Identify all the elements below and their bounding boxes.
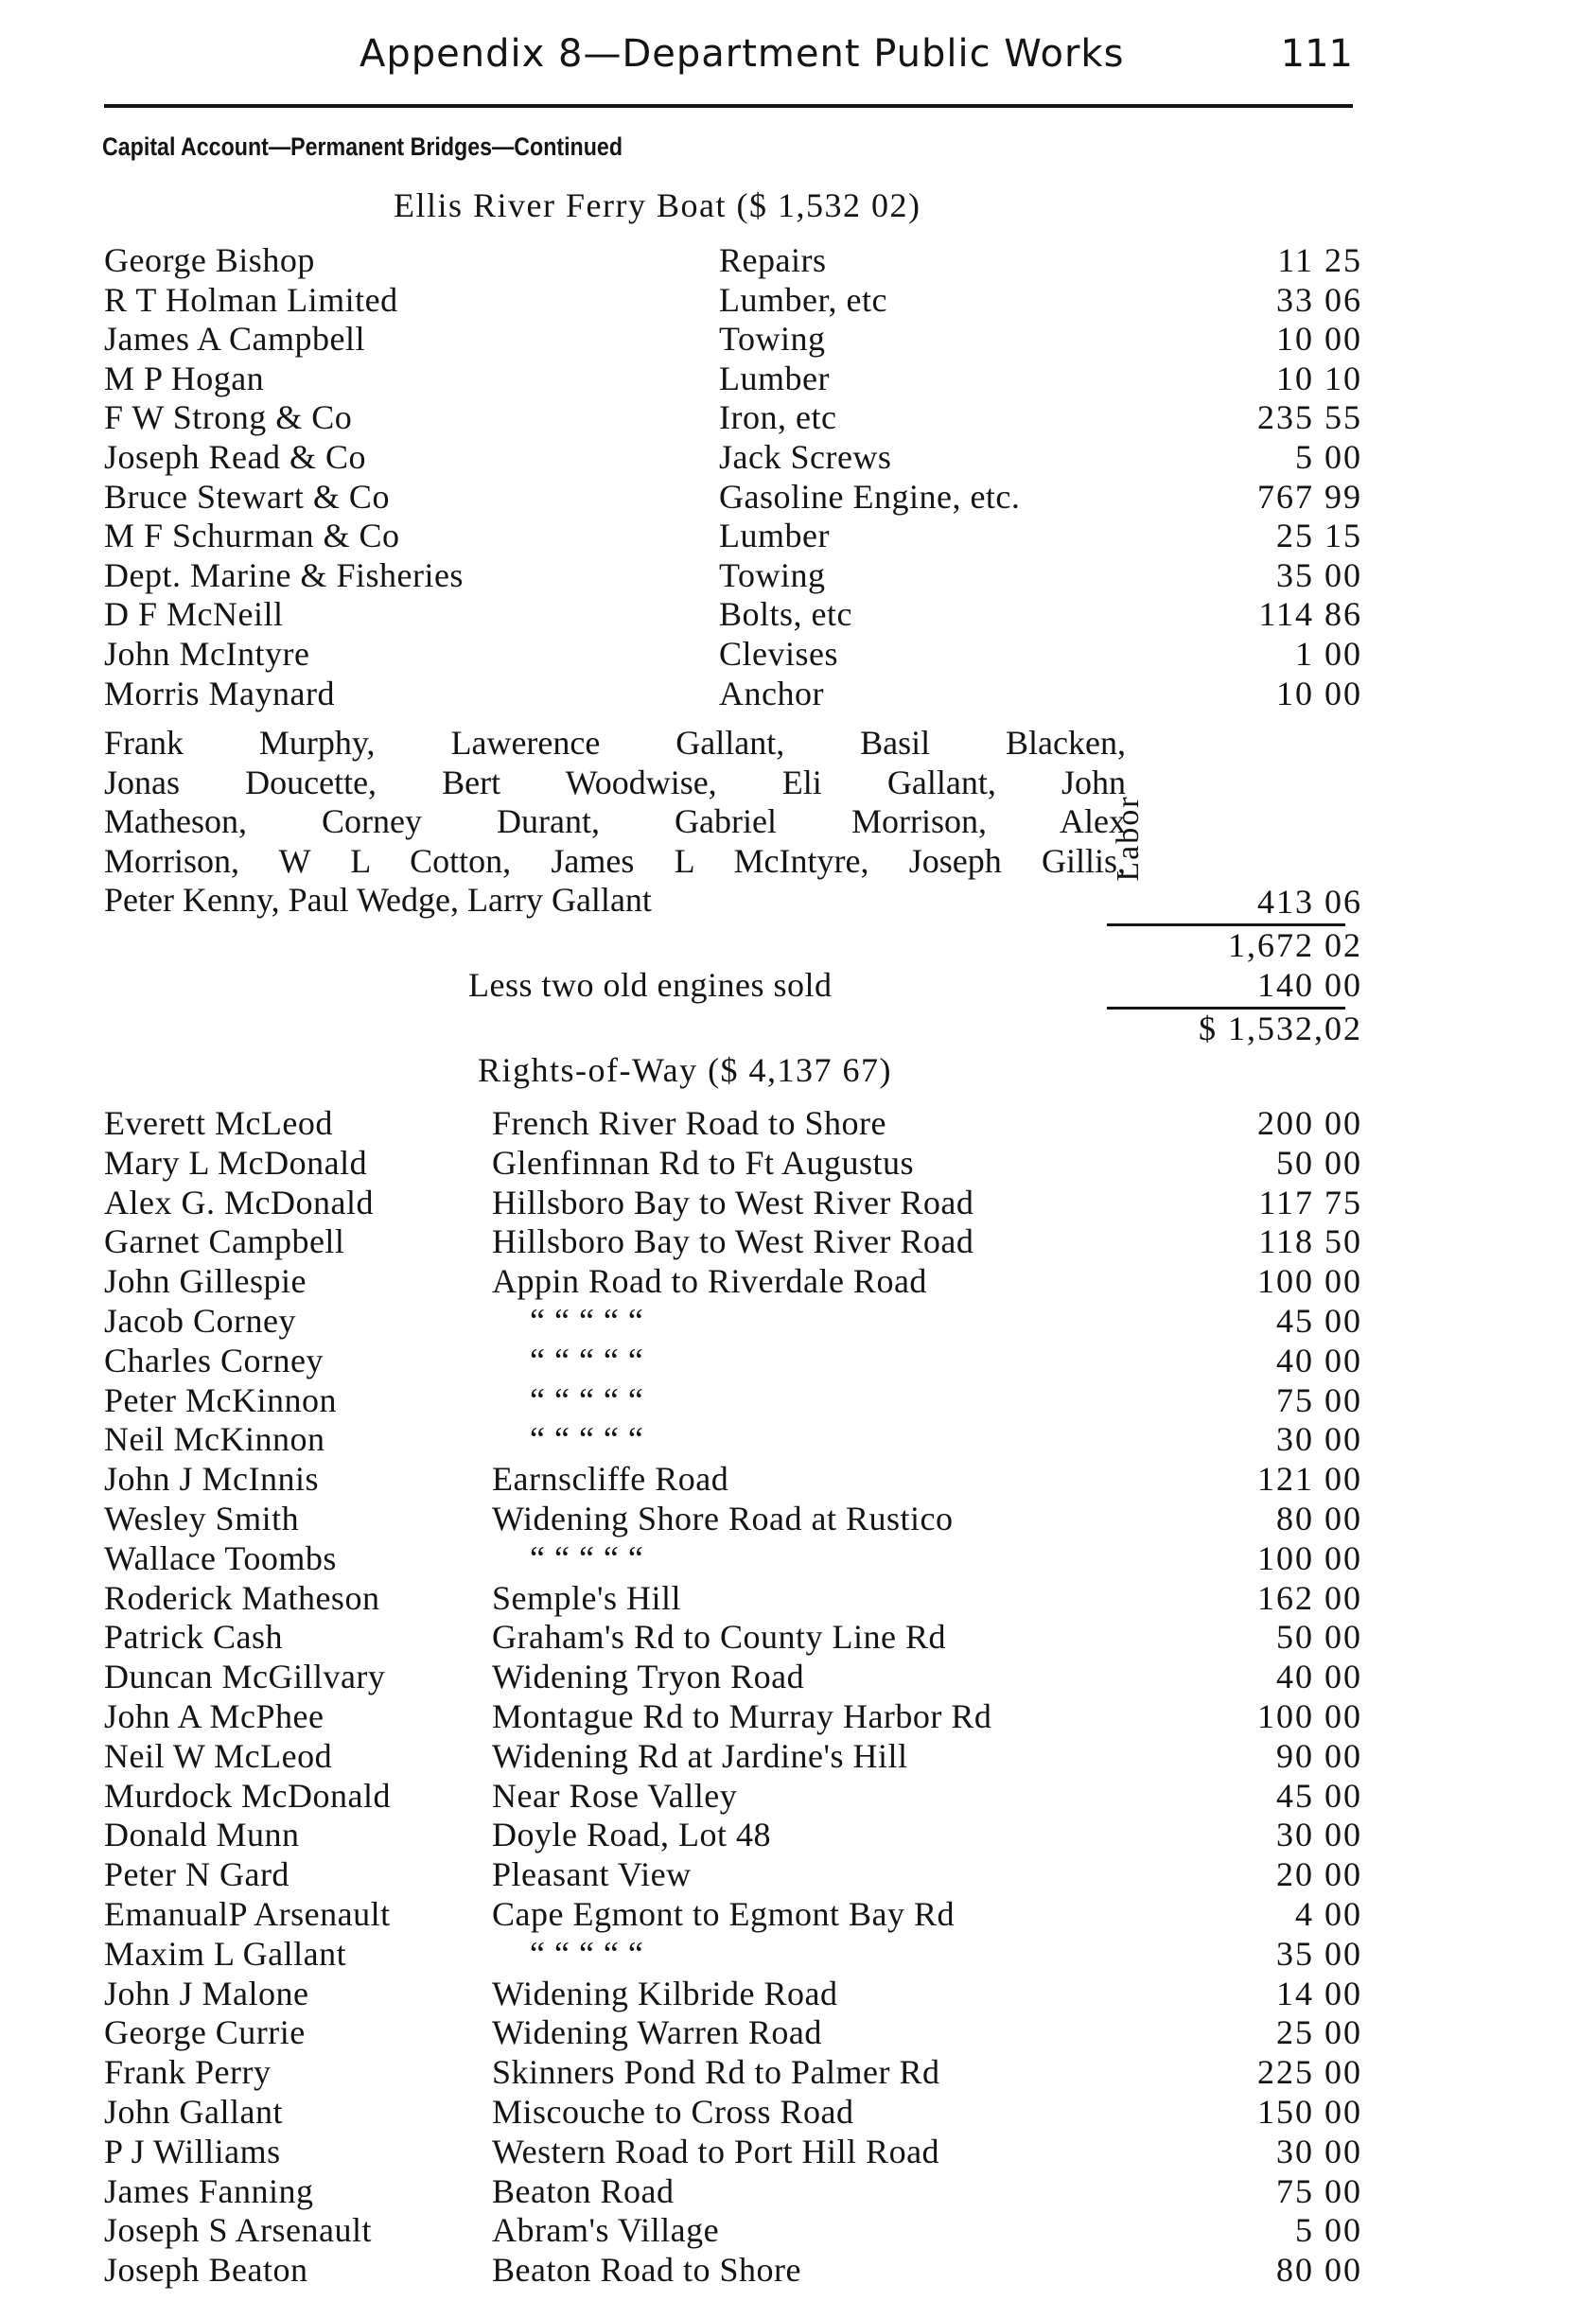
labor-names-line: Frank Murphy, Lawerence Gallant, Basil Blacken, <box>104 724 1126 762</box>
ledger-row <box>104 1934 1362 1974</box>
less-row <box>104 965 1362 1005</box>
ledger-row <box>104 1736 1362 1776</box>
less-label: Less two old engines sold <box>468 966 833 1004</box>
road-description: Widening Warren Road <box>492 2013 822 2052</box>
item-description: Jack Screws <box>719 438 892 476</box>
ledger-row <box>104 319 1362 359</box>
subtotal-amount: 1,672 02 <box>1228 926 1362 964</box>
ledger-row <box>104 1380 1362 1420</box>
road-description: Miscouche to Cross Road <box>492 2093 854 2131</box>
payment-amount: 75 00 <box>1276 2171 1362 2210</box>
header-rule <box>104 104 1353 108</box>
running-title: Appendix 8—Department Public Works <box>360 32 1125 76</box>
payment-amount: 50 00 <box>1276 1618 1362 1657</box>
payee-name: James A Campbell <box>104 320 365 359</box>
ditto-marks: “ “ “ “ “ <box>530 1538 644 1577</box>
ledger-row <box>104 1341 1362 1380</box>
ledger-row <box>104 1419 1362 1459</box>
labor-names-line: Jonas Doucette, Bert Woodwise, Eli Gallant, John <box>104 763 1126 801</box>
ledger-row <box>104 674 1362 713</box>
owner-name: John Gallant <box>104 2093 283 2131</box>
ledger-row <box>104 1143 1362 1183</box>
labor-names-line: Matheson, Corney Durant, Gabriel Morrison, Alex <box>104 802 1126 841</box>
ledger-row <box>104 2052 1362 2092</box>
payment-amount: 225 00 <box>1257 2053 1362 2092</box>
payment-amount: 20 00 <box>1276 1855 1362 1894</box>
payment-amount: 4 00 <box>1295 1895 1362 1933</box>
owner-name: Neil McKinnon <box>104 1420 325 1459</box>
road-description: French River Road to Shore <box>492 1104 886 1142</box>
labor-amount-row <box>104 882 1362 922</box>
payment-amount: 5 00 <box>1295 2211 1362 2250</box>
payment-amount: 40 00 <box>1276 1341 1362 1379</box>
road-description: Western Road to Port Hill Road <box>492 2132 940 2170</box>
payment-amount: 121 00 <box>1257 1460 1362 1499</box>
ledger-row <box>104 2012 1362 2052</box>
road-description: Hillsboro Bay to West River Road <box>492 1222 974 1261</box>
item-description: Anchor <box>719 674 824 712</box>
road-description: Doyle Road, Lot 48 <box>492 1816 771 1854</box>
ledger-row <box>104 1221 1362 1261</box>
road-description: Skinners Pond Rd to Palmer Rd <box>492 2053 940 2092</box>
ledger-row <box>104 1696 1362 1736</box>
payment-amount: 30 00 <box>1276 1420 1362 1459</box>
road-description: Glenfinnan Rd to Ft Augustus <box>492 1143 915 1182</box>
subtotal-row <box>104 925 1362 965</box>
owner-name: James Fanning <box>104 2171 314 2210</box>
owner-name: John Gillespie <box>104 1262 307 1301</box>
owner-name: Garnet Campbell <box>104 1222 345 1261</box>
item-amount: 10 00 <box>1276 320 1362 359</box>
account-heading: Capital Account—Permanent Bridges—Continued <box>102 132 623 161</box>
owner-name: Peter N Gard <box>104 1855 289 1894</box>
payment-amount: 118 50 <box>1258 1222 1362 1261</box>
road-description: Appin Road to Riverdale Road <box>492 1262 927 1301</box>
road-description: Widening Tryon Road <box>492 1658 805 1696</box>
owner-name: John A McPhee <box>104 1697 324 1735</box>
ditto-marks: “ “ “ “ “ <box>530 1934 644 1973</box>
payment-amount: 117 75 <box>1258 1183 1362 1221</box>
item-amount: 10 10 <box>1276 359 1362 397</box>
total-amount: $ 1,532,02 <box>1199 1010 1362 1047</box>
payment-amount: 30 00 <box>1276 2132 1362 2170</box>
owner-name: Alex G. McDonald <box>104 1183 374 1221</box>
labor-names-line: Peter Kenny, Paul Wedge, Larry Gallant <box>104 881 652 920</box>
payee-name: Bruce Stewart & Co <box>104 477 390 516</box>
ledger-row <box>104 437 1362 477</box>
owner-name: John J Malone <box>104 1974 309 2012</box>
item-amount: 33 06 <box>1276 280 1362 319</box>
road-description: Earnscliffe Road <box>492 1460 729 1499</box>
road-description: Cape Egmont to Egmont Bay Rd <box>492 1895 955 1933</box>
owner-name: P J Williams <box>104 2132 281 2170</box>
item-description: Towing <box>719 320 826 359</box>
item-amount: 1 00 <box>1295 635 1362 673</box>
total-row <box>104 1009 1362 1048</box>
payment-amount: 100 00 <box>1257 1538 1362 1577</box>
ledger-row <box>104 634 1362 674</box>
payee-name: Dept. Marine & Fisheries <box>104 555 464 594</box>
item-description: Repairs <box>719 241 827 279</box>
ledger-row <box>104 240 1362 280</box>
ledger-row <box>104 1261 1362 1301</box>
road-description: Near Rose Valley <box>492 1776 738 1815</box>
labor-label: Labor <box>1111 795 1146 882</box>
ledger-row <box>104 516 1362 555</box>
owner-name: John J McInnis <box>104 1460 320 1499</box>
item-description: Lumber <box>719 517 830 555</box>
ledger-row <box>104 1103 1362 1143</box>
owner-name: Mary L McDonald <box>104 1143 368 1182</box>
owner-name: Joseph S Arsenault <box>104 2211 372 2250</box>
ledger-row <box>104 2132 1362 2171</box>
owner-name: Peter McKinnon <box>104 1380 337 1419</box>
item-amount: 767 99 <box>1257 477 1362 516</box>
ledger-row <box>104 1538 1362 1578</box>
owner-name: Patrick Cash <box>104 1618 283 1657</box>
payment-amount: 40 00 <box>1276 1658 1362 1696</box>
payee-name: Morris Maynard <box>104 674 335 712</box>
road-description: Montague Rd to Murray Harbor Rd <box>492 1697 992 1735</box>
payment-amount: 14 00 <box>1276 1974 1362 2012</box>
page-header <box>104 32 1353 85</box>
ledger-row <box>104 1617 1362 1657</box>
payee-name: R T Holman Limited <box>104 280 398 319</box>
ledger-row <box>104 1974 1362 2013</box>
ledger-row <box>104 280 1362 320</box>
ledger-row <box>104 1578 1362 1618</box>
payment-amount: 100 00 <box>1257 1697 1362 1735</box>
payment-amount: 100 00 <box>1257 1262 1362 1301</box>
payment-amount: 75 00 <box>1276 1380 1362 1419</box>
owner-name: Jacob Corney <box>104 1302 296 1340</box>
ledger-row <box>104 1657 1362 1696</box>
payee-name: D F McNeill <box>104 595 284 634</box>
ledger-row <box>104 1459 1362 1499</box>
road-description: Hillsboro Bay to West River Road <box>492 1183 974 1221</box>
ledger-row <box>104 555 1362 595</box>
owner-name: Duncan McGillvary <box>104 1658 386 1696</box>
owner-name: EmanualP Arsenault <box>104 1895 391 1933</box>
payee-name: Joseph Read & Co <box>104 438 366 476</box>
road-description: Pleasant View <box>492 1855 692 1894</box>
ledger-row <box>104 2092 1362 2132</box>
road-description: Graham's Rd to County Line Rd <box>492 1618 946 1657</box>
page-number: 111 <box>1280 32 1353 76</box>
road-description: Semple's Hill <box>492 1578 681 1617</box>
payment-amount: 90 00 <box>1276 1736 1362 1775</box>
item-amount: 235 55 <box>1257 398 1362 437</box>
ledger-row <box>104 2171 1362 2211</box>
payee-name: M P Hogan <box>104 359 265 397</box>
payment-amount: 45 00 <box>1276 1302 1362 1340</box>
rights-section-title: Rights-of-Way ($ 4,137 67) <box>478 1051 893 1089</box>
ferry-section-title: Ellis River Ferry Boat ($ 1,532 02) <box>394 186 921 224</box>
payment-amount: 35 00 <box>1276 1934 1362 1973</box>
ledger-row <box>104 594 1362 634</box>
labor-names-line: Morrison, W L Cotton, James L McIntyre, Joseph Gillis, <box>104 841 1126 880</box>
road-description: Widening Kilbride Road <box>492 1974 838 2012</box>
road-description: Widening Rd at Jardine's Hill <box>492 1736 908 1775</box>
payee-name: M F Schurman & Co <box>104 517 400 555</box>
payment-amount: 200 00 <box>1257 1104 1362 1142</box>
owner-name: Wallace Toombs <box>104 1538 337 1577</box>
road-description: Beaton Road to Shore <box>492 2251 801 2290</box>
owner-name: Murdock McDonald <box>104 1776 391 1815</box>
ledger-row <box>104 1854 1362 1894</box>
ditto-marks: “ “ “ “ “ <box>530 1380 644 1419</box>
payment-amount: 30 00 <box>1276 1816 1362 1854</box>
ditto-marks: “ “ “ “ “ <box>530 1420 644 1459</box>
item-amount: 5 00 <box>1295 438 1362 476</box>
ledger-row <box>104 359 1362 398</box>
payment-amount: 50 00 <box>1276 1143 1362 1182</box>
labor-amount: 413 06 <box>1257 883 1362 921</box>
road-description: Abram's Village <box>492 2211 720 2250</box>
ledger-row <box>104 1776 1362 1816</box>
payee-name: F W Strong & Co <box>104 398 353 437</box>
ledger-row <box>104 477 1362 517</box>
ledger-row <box>104 1815 1362 1854</box>
ledger-row <box>104 1894 1362 1934</box>
payment-amount: 80 00 <box>1276 1500 1362 1537</box>
payment-amount: 162 00 <box>1257 1578 1362 1617</box>
payment-amount: 25 00 <box>1276 2013 1362 2052</box>
item-description: Iron, etc <box>719 398 837 437</box>
item-amount: 10 00 <box>1276 674 1362 712</box>
item-description: Lumber, etc <box>719 280 887 319</box>
owner-name: Everett McLeod <box>104 1104 333 1142</box>
owner-name: Maxim L Gallant <box>104 1934 347 1973</box>
road-description: Widening Shore Road at Rustico <box>492 1500 954 1537</box>
item-amount: 25 15 <box>1276 517 1362 555</box>
ledger-row <box>104 1183 1362 1222</box>
payment-amount: 45 00 <box>1276 1776 1362 1815</box>
owner-name: Neil W McLeod <box>104 1736 333 1775</box>
owner-name: George Currie <box>104 2013 306 2052</box>
payee-name: John McIntyre <box>104 635 310 673</box>
owner-name: Roderick Matheson <box>104 1578 380 1617</box>
owner-name: Frank Perry <box>104 2053 272 2092</box>
owner-name: Donald Munn <box>104 1816 300 1854</box>
item-amount: 114 86 <box>1258 595 1362 634</box>
ledger-row <box>104 1499 1362 1538</box>
ledger-row <box>104 2210 1362 2250</box>
payment-amount: 80 00 <box>1276 2251 1362 2290</box>
road-description: Beaton Road <box>492 2171 675 2210</box>
owner-name: Wesley Smith <box>104 1500 300 1537</box>
ledger-row <box>104 1301 1362 1341</box>
item-description: Clevises <box>719 635 838 673</box>
less-amount: 140 00 <box>1257 966 1362 1004</box>
ledger-row <box>104 397 1362 437</box>
payment-amount: 150 00 <box>1257 2093 1362 2131</box>
item-description: Gasoline Engine, etc. <box>719 477 1021 516</box>
owner-name: Charles Corney <box>104 1341 324 1379</box>
item-amount: 35 00 <box>1276 555 1362 594</box>
ledger-row <box>104 2250 1362 2290</box>
owner-name: Joseph Beaton <box>104 2251 308 2290</box>
payee-name: George Bishop <box>104 241 315 279</box>
ditto-marks: “ “ “ “ “ <box>530 1341 644 1379</box>
item-description: Bolts, etc <box>719 595 852 634</box>
item-description: Lumber <box>719 359 830 397</box>
item-description: Towing <box>719 555 826 594</box>
item-amount: 11 25 <box>1277 241 1362 279</box>
ditto-marks: “ “ “ “ “ <box>530 1302 644 1340</box>
